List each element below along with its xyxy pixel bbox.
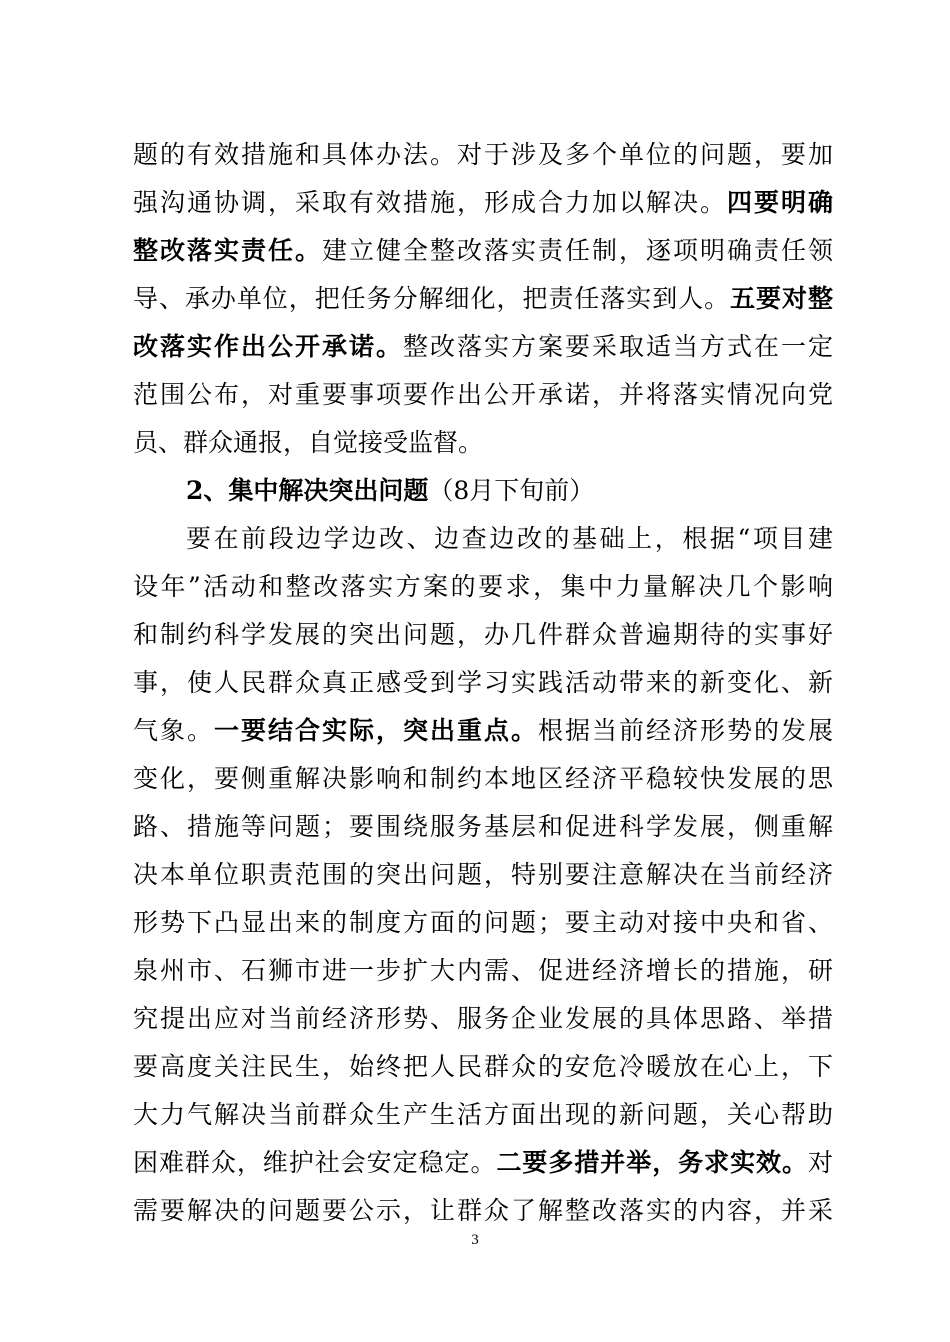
text-run: 决本单位职责范围的突出问题，特别要注意解决在当前经济 bbox=[133, 860, 833, 889]
body-text-line bbox=[133, 999, 833, 1039]
bold-text-run: 五要对整 bbox=[730, 284, 833, 313]
body-text-line bbox=[133, 1047, 833, 1087]
bold-text-run: 二要多措并举，务求实效。 bbox=[496, 1148, 808, 1177]
section-heading bbox=[186, 471, 826, 511]
text-run: 整改落实方案要采取适当方式在一定 bbox=[403, 332, 833, 361]
text-run: 事，使人民群众真正感受到学习实践活动带来的新变化、新 bbox=[133, 668, 833, 697]
text-run: 要高度关注民生，始终把人民群众的安危冷暖放在心上，下 bbox=[133, 1052, 833, 1081]
text-run: 大力气解决当前群众生产生活方面出现的新问题，关心帮助 bbox=[133, 1100, 833, 1129]
bold-text-run: 改落实作出公开承诺。 bbox=[133, 332, 403, 361]
text-run: 要在前段边学边改、边查边改的基础上，根据“项目建 bbox=[186, 524, 833, 553]
text-run: 导、承办单位，把任务分解细化，把责任落实到人。 bbox=[133, 284, 731, 313]
body-text-line bbox=[133, 855, 833, 895]
text-run: 题的有效措施和具体办法。对于涉及多个单位的问题，要加 bbox=[133, 140, 833, 169]
bold-text-run: 整改落实责任。 bbox=[133, 236, 322, 265]
body-text-line bbox=[133, 807, 833, 847]
text-run: 变化，要侧重解决影响和制约本地区经济平稳较快发展的思 bbox=[133, 764, 833, 793]
body-text-line bbox=[133, 759, 833, 799]
body-text-line bbox=[133, 903, 833, 943]
body-text-line bbox=[133, 663, 833, 703]
body-text-line bbox=[133, 1095, 833, 1135]
text-run: 强沟通协调，采取有效措施，形成合力加以解决。 bbox=[133, 188, 727, 217]
text-run: 究提出应对当前经济形势、服务企业发展的具体思路、举措 bbox=[133, 1004, 833, 1033]
body-text-line bbox=[133, 615, 833, 655]
text-run: 困难群众，维护社会安定稳定。 bbox=[133, 1148, 497, 1177]
text-run: 形势下凸显出来的制度方面的问题；要主动对接中央和省、 bbox=[133, 908, 833, 937]
text-run: 和制约科学发展的突出问题，办几件群众普遍期待的实事好 bbox=[133, 620, 833, 649]
text-run: 路、措施等问题；要围绕服务基层和促进科学发展，侧重解 bbox=[133, 812, 833, 841]
text-run: 建立健全整改落实责任制，逐项明确责任领 bbox=[322, 236, 833, 265]
body-text-line bbox=[133, 183, 833, 223]
text-run: 员、群众通报，自觉接受监督。 bbox=[133, 428, 484, 457]
body-text-line bbox=[133, 711, 833, 751]
body-text-line bbox=[133, 279, 833, 319]
body-text-line bbox=[133, 951, 833, 991]
body-text-line bbox=[133, 327, 833, 367]
text-run: 设年”活动和整改落实方案的要求，集中力量解决几个影响 bbox=[133, 572, 833, 601]
body-text-line bbox=[133, 1191, 833, 1231]
text-run: 需要解决的问题要公示，让群众了解整改落实的内容，并采 bbox=[133, 1196, 833, 1225]
body-text-line bbox=[186, 519, 833, 559]
bold-text-run: 四要明确 bbox=[726, 188, 833, 217]
text-run: 根据当前经济形势的发展 bbox=[537, 716, 833, 745]
page-number: 3 bbox=[471, 1232, 479, 1248]
text-run: 泉州市、石狮市进一步扩大内需、促进经济增长的措施，研 bbox=[133, 956, 833, 985]
body-text-line bbox=[133, 423, 833, 463]
body-text-line bbox=[133, 231, 833, 271]
text-run: 气象。 bbox=[133, 716, 214, 745]
body-text-line bbox=[133, 1143, 833, 1183]
body-text-line bbox=[133, 375, 833, 415]
heading-note: （8月下旬前） bbox=[428, 476, 595, 505]
bold-text-run: 一要结合实际，突出重点。 bbox=[214, 716, 538, 745]
body-text-line bbox=[133, 135, 833, 175]
body-text-line bbox=[133, 567, 833, 607]
text-run: 对 bbox=[807, 1148, 833, 1177]
text-run: 范围公布，对重要事项要作出公开承诺，并将落实情况向党 bbox=[133, 380, 833, 409]
heading-title: 2、集中解决突出问题 bbox=[186, 476, 429, 505]
